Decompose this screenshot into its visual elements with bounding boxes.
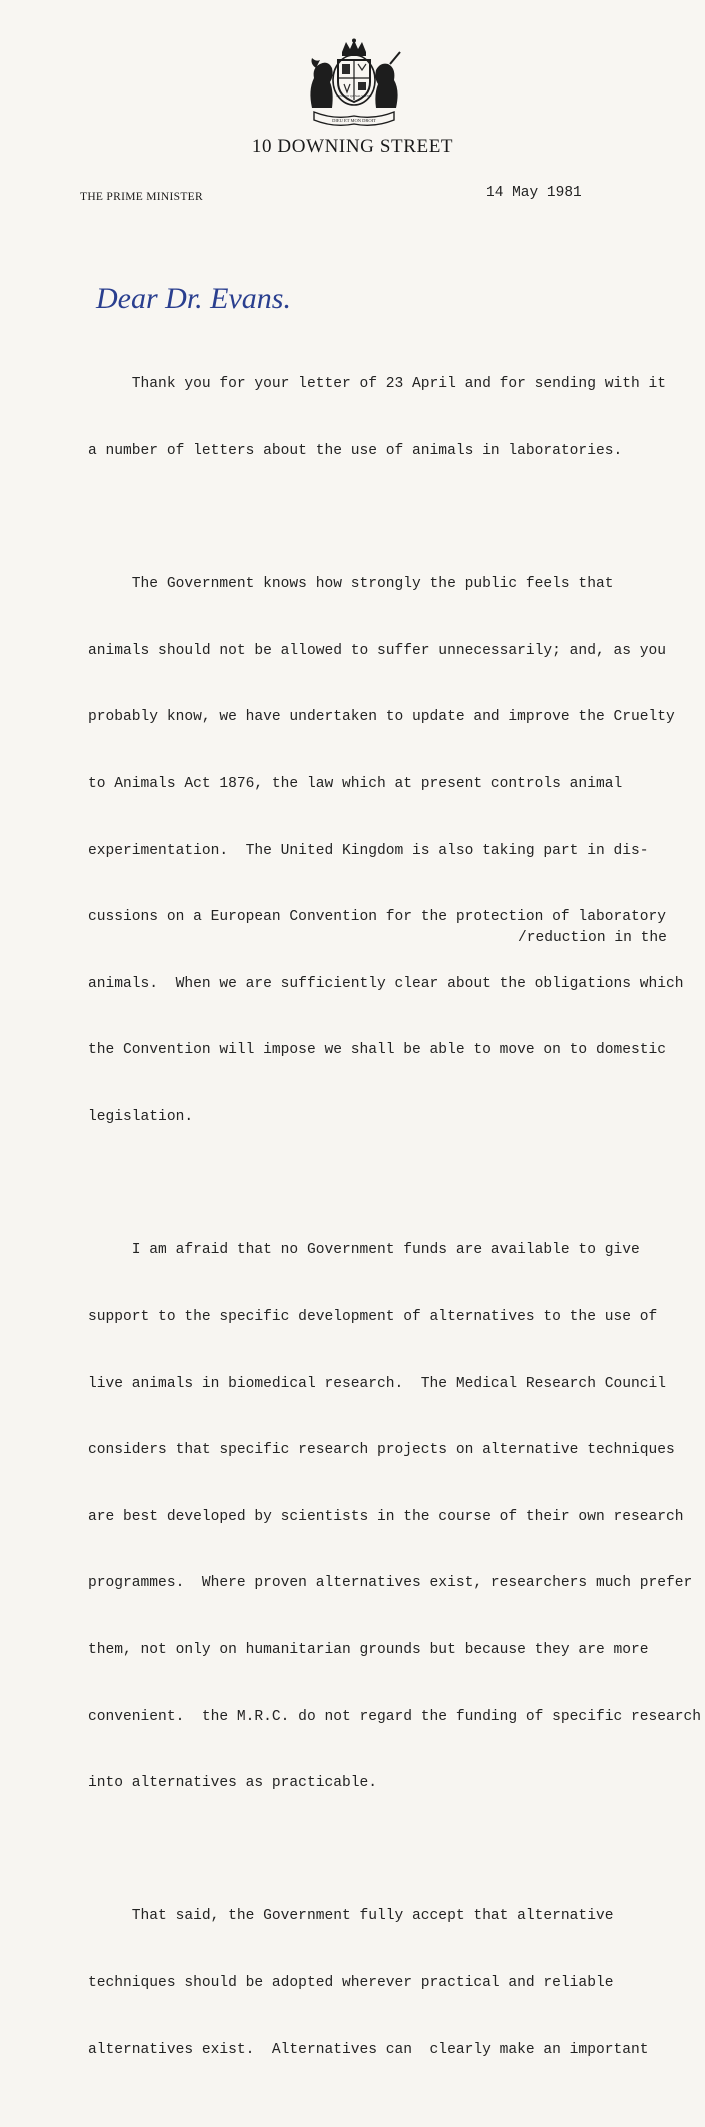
text-line: are best developed by scientists in the course of their own research (88, 1508, 684, 1525)
letter-body (88, 329, 702, 2127)
text-line: them, not only on humanitarian grounds but because they are more (88, 1641, 649, 1658)
paragraph-2 (88, 529, 688, 1173)
text-line: legislation. (88, 1109, 194, 1126)
text-line: alternatives exist. Alternatives can clearly make an important (88, 2041, 649, 2058)
text-line: support to the specific development of alternatives to the use of (88, 1308, 658, 1325)
salutation-text: Dear Dr. Evans. (96, 282, 291, 315)
text-line: techniques should be adopted wherever practical and reliable (88, 1974, 614, 1991)
text-line: the Convention will impose we shall be able to move on to domestic (88, 1042, 667, 1059)
letter-date: 14 May 1981 (486, 185, 582, 201)
text-line: Thank you for your letter of 23 April and for sending with it (88, 376, 667, 393)
text-line: live animals in biomedical research. The Medical Research Council (88, 1375, 667, 1392)
paragraph-4 (88, 1861, 688, 2105)
garter-motto: HONI SOIT QUI MAL Y PENSE (336, 95, 372, 98)
letterhead-office: THE PRIME MINISTER (80, 191, 203, 203)
text-line: experimentation. The United Kingdom is also taking part in dis- (88, 842, 649, 859)
text-line: convenient. the M.R.C. do not regard the funding of specific research (88, 1708, 702, 1725)
letterhead-address: 10 DOWNING STREET (251, 136, 454, 157)
paragraph-1 (88, 329, 688, 507)
text-line: a number of letters about the use of animals in laboratories. (88, 443, 623, 460)
crest-motto: DIEU ET MON DROIT (332, 118, 376, 123)
continuation-note: /reduction in the (518, 930, 667, 946)
paragraph-3 (88, 1195, 702, 1839)
text-line: probably know, we have undertaken to update and improve the Cruelty (88, 709, 675, 726)
text-line: The Government knows how strongly the public feels that (88, 576, 614, 593)
text-line: into alternatives as practicable. (88, 1775, 378, 1792)
text-line: to Animals Act 1876, the law which at present controls animal (88, 776, 623, 793)
text-line: programmes. Where proven alternatives exist, researchers much prefer (88, 1575, 693, 1592)
text-line: cussions on a European Convention for the protection of laboratory (88, 909, 667, 926)
text-line: considers that specific research projects on alternative techniques (88, 1442, 675, 1459)
royal-coat-of-arms-icon (298, 38, 410, 130)
handwritten-salutation (92, 268, 292, 330)
text-line: That said, the Government fully accept that alternative (88, 1908, 614, 1925)
text-line: animals. When we are sufficiently clear about the obligations which (88, 975, 684, 992)
text-line: I am afraid that no Government funds are available to give (88, 1242, 640, 1259)
text-line: animals should not be allowed to suffer unnecessarily; and, as you (88, 642, 667, 659)
